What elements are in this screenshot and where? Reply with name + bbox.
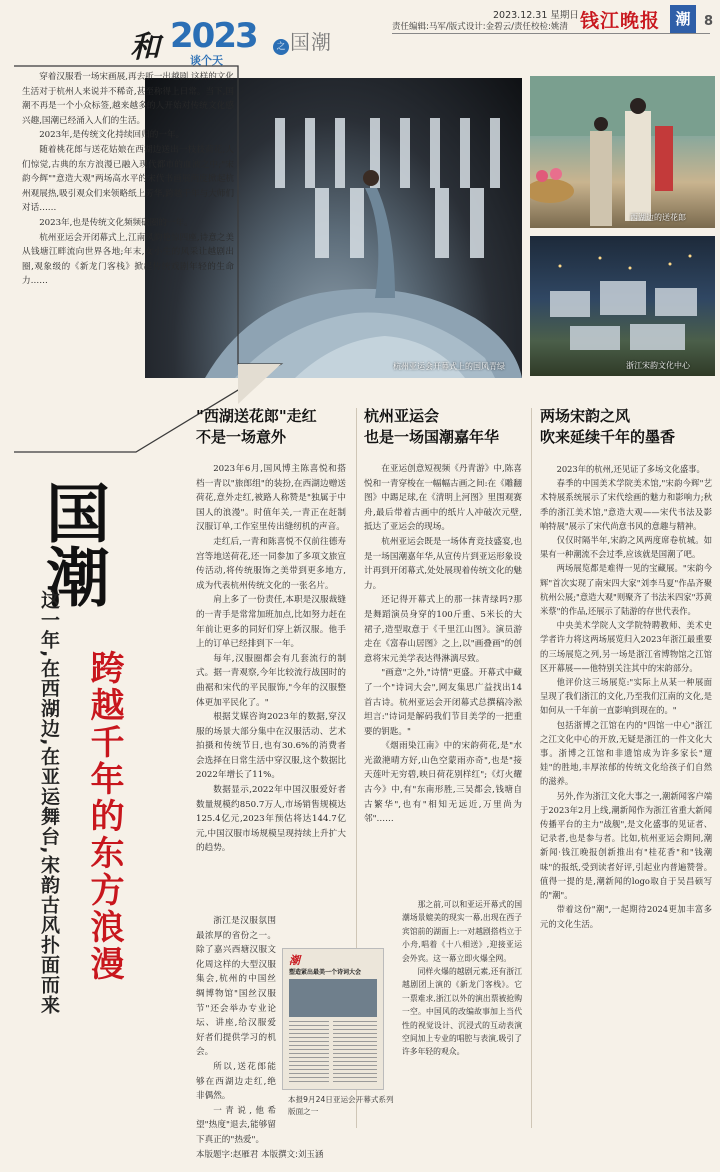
photo-flower-boys xyxy=(530,76,715,228)
section-title: 国潮 xyxy=(290,30,332,54)
col1-heading xyxy=(196,406,346,448)
col2-body-upper xyxy=(364,462,522,827)
newspaper-brand: 钱江晚报 xyxy=(580,10,661,32)
intro-paragraph: 2023年,是传统文化持续回归的一年。 xyxy=(39,130,185,141)
col3-paragraph: 仅仅时隔半年,宋韵之风两度席卷杭城。如果有一种潮流不会过季,应该就是国潮了吧。 xyxy=(540,535,712,560)
intro-paragraph: 随着桃花郎与送花姑娘在西湖边送出一枝枝荷花,人们惊觉,古典的东方浪漫已融入现代都市的血液之中;"宋韵今辉""意造大观"两场高水平的宋代书画展两度掀起杭州观展热,吸引观众们来领略纸上芳华,跨越千年与大师们对话…… xyxy=(22,144,234,214)
col2-paragraph: 同样火爆的越剧元素,还有浙江越剧团上演的《新龙门客栈》。它一票难求,浙江以外的演出票被抢购一空。中国风的改编故事加上当代性的视觉设计、沉浸式的互动表演空间加上专业的唱腔与表演,吸引了许多年轻的观众。 xyxy=(402,967,522,1057)
col3-body xyxy=(540,462,712,931)
guochao-text: 国潮 xyxy=(35,480,110,608)
intro-paragraph: 穿着汉服看一场宋画展,再去听一出越剧,这样的文化生活对于杭州人来说并不稀奇,甚至称得上日常。当下,国潮不再是一个小众标签,越来越多的人开始对传统文化感兴趣,国潮已经涌入人们的生活。 xyxy=(22,72,234,126)
top-right-photo-caption: 西湖边的送花郎 xyxy=(630,213,686,222)
col2-heading-line2: 也是一场国潮嘉年华 xyxy=(364,428,500,446)
col2-paragraph: 杭州亚运会既是一场体育竞技盛宴,也是一场国潮嘉年华,从宣传片到亚运形象设计再到开闭幕式,处处展现着传统文化的魅力。 xyxy=(364,536,522,591)
col1-paragraph: 2023年6月,国风博主陈喜悦和搭档一青以"旅郎组"的装扮,在西湖边赠送荷花,意外走红,被路人称赞是"独属于中国人的浪漫"。时值年关,一青正在赶制汉服订单,工作室里传出缝纫机的声音。 xyxy=(196,464,346,533)
intro-text xyxy=(22,70,234,289)
col3-paragraph: 2023年的杭州,还见证了多场文化盛事。 xyxy=(556,464,705,474)
main-photo-caption: 杭州亚运会开幕式上的国风青绿 xyxy=(393,362,505,371)
col1-paragraph: 走红后,一青和陈喜悦不仅前往德寿宫等地送荷花,还一同参加了多项文旅宣传活动,将传统服饰之美带到更多地方,成为代表杭州传统文化的一张名片。 xyxy=(196,536,346,591)
thumb-headline: 塑造紧出最美一个诗词大会 xyxy=(289,969,362,976)
col2-heading-line1: 杭州亚运会 xyxy=(364,407,440,425)
col2-paragraph: 那之前,可以和亚运开幕式的国潮场景媲美的现实一幕,出现在西子宾馆前的湖面上:一对越剧搭档立于小舟,唱着《十八相送》,迎接亚运会外宾。这一幕立即火爆全网。 xyxy=(402,900,522,963)
feature-subtitle: 这一年,在西湖边,在亚运舞台,宋韵古风扑面而来 xyxy=(38,590,60,1015)
col3-paragraph: 他评价这三场展览:"实际上从某一种展面呈现了我们浙江的文化,乃至我们江南的文化,是如何从一千年前一直影响到现在的。" xyxy=(540,677,712,716)
thumb-text-block xyxy=(289,1021,329,1083)
col1-paragraph: 一青说,他希望"热度"退去,能够留下真正的"热爱"。 xyxy=(196,1105,276,1145)
col2-paragraph: 在亚运创意短视频《丹青游》中,陈喜悦和一青穿梭在一幅幅古画之间:在《雕翻图》中踢足球,在《清明上河图》里围观赛舟,最后带着古画中的纸片人冲破次元壁,抵达了亚运会的现场。 xyxy=(364,464,522,533)
newspaper-thumbnail[interactable] xyxy=(282,948,384,1090)
col1-paragraph: 肩上多了一份责任,本职是汉服裁缝的一青手是常常加班加点,比如努力赶在年前让更多的同好们穿上新汉服。他手上的订单已经排到下一年。 xyxy=(196,595,346,650)
col1-paragraph: 根据艾媒咨询2023年的数据,穿汉服的场景大部分集中在汉服活动、艺术拍摄和传统节日,也有30.6%的消费者会选择在日常生活中穿汉服,这个数据比2022年增长了11%。 xyxy=(196,712,346,781)
page-credits: 本版题字:赵雁君 本版撰文:刘玉涵 xyxy=(196,1150,324,1160)
col1-heading-line1: "西湖送花郎"走红 xyxy=(196,407,317,425)
col3-paragraph: 中央美术学院人文学院特聘教师、美术史学者许力将这两场展览归入2023年浙江最重要的三场展览之列,另一场是浙江省博物馆之江馆区开幕展——他特别关注其中的宋韵部分。 xyxy=(540,620,712,673)
thumb-text-block xyxy=(333,1021,377,1083)
col3-paragraph: 带着这份"潮",一起期待2024更加丰富多元的文化生活。 xyxy=(540,904,712,929)
masthead-subtitle: 谈个天 xyxy=(190,54,223,67)
header-rule xyxy=(392,33,710,34)
col1-body-upper xyxy=(196,462,346,856)
col1-heading-line2: 不是一场意外 xyxy=(196,428,287,446)
col3-heading xyxy=(540,406,710,448)
thumb-logo: 潮 xyxy=(289,954,300,967)
bottom-right-photo-caption: 浙江宋韵文化中心 xyxy=(626,361,690,370)
col2-paragraph: 还记得开幕式上的那一抹青绿吗?那是舞蹈演员身穿的100斤重、5米长的大裙子,造型取意于《千里江山图》。演员游走在《富春山居图》之上,以"画叠画"的创意将宋元美学表达得淋漓尽致。 xyxy=(364,595,522,664)
col2-heading xyxy=(364,406,524,448)
col2-body-lower xyxy=(402,898,522,1059)
masthead-he: 和 xyxy=(130,30,160,65)
page-number: 8 xyxy=(704,14,714,29)
col3-paragraph: 两场展览都是难得一见的宝藏展。"宋韵今辉"首次实现了南宋四大家"刘李马夏"作品齐聚杭州公展;"意造大观"则聚齐了书法米四家"苏黄米蔡"的作品,还展示了陆游的存世代表作。 xyxy=(540,563,712,617)
thumb-photo xyxy=(289,979,377,1017)
col2-paragraph: 《烟雨染江南》中的宋韵荷花,是"水光潋滟晴方好,山色空蒙雨亦奇",也是"接天莲叶无穷碧,映日荷花别样红";《灯火耀古今》中,有"东南形胜,三吴都会,钱塘自古繁华",也有"相知无远近,万里尚为邻"…… xyxy=(364,741,522,825)
chao-logo: 潮 xyxy=(670,5,696,33)
flower-boy-illustration xyxy=(530,76,715,228)
col3-heading-line2: 吹来延续千年的墨香 xyxy=(540,428,676,446)
col2-paragraph: "画意"之外,"诗情"更盛。开幕式中藏了一个"诗词大会",网友集思广益找出14首古诗。杭州亚运会开闭幕式总撰稿冷淞坦言:"诗词是解码我们节目美学的一把重要的钥匙。" xyxy=(364,668,522,737)
culture-center-illustration xyxy=(530,236,715,376)
col3-paragraph: 春季的中国美术学院美术馆,"宋韵今辉"艺术特展系统展示了宋代绘画的魅力和影响力;秋季的浙江美术馆,"意造大观——宋代书法及影响特展"展示了宋代尚意书风的意趣与精神。 xyxy=(540,478,712,531)
thumb-caption: 本报9月24日亚运会开幕式系列版面之一 xyxy=(288,1095,394,1116)
col1-paragraph: 数据显示,2022年中国汉服爱好者数量规模约850.7万人,市场销售规模达125.4亿元,2023年预估将达144.7亿元,中国汉服市场规模呈现持续上升扩大的趋势。 xyxy=(196,785,346,854)
col3-paragraph: 另外,作为浙江文化大事之一,潮新闻客户端于2023年2月上线,潮新闻作为浙江省重大新闻传播平台的主力"战舰",是文化盛事的见证者、记录者,也是参与者。比如,杭州亚运会期间,潮新闻·钱江晚报创新推出有"桂花香"和"钱潮味"的报纸,受到读者好评,引起业内普遍赞誉。值得一提的是,潮新闻的logo取自于吴昌硕写的"潮"。 xyxy=(540,790,712,901)
intro-paragraph: 杭州亚运会开闭幕式上,江南风韵艳惊四座,诗意之美从钱塘江畔流向世界各地;年末,女小生的风采让越剧出圈,观象级的《新龙门客栈》掀起传统戏剧年轻的生命力…… xyxy=(22,232,234,287)
col3-paragraph: 包括浙博之江馆在内的"四馆一中心"浙江之江文化中心的开放,无疑是浙江的一件文化大事。浙博之江馆和非遗馆成为许多家长"遛娃"的胜地,丰厚浓郁的传统文化给孩子们自然的滋养。 xyxy=(540,719,712,787)
col1-paragraph: 所以,送花郎能够在西湖边走红,绝非偶然。 xyxy=(196,1061,276,1102)
editors-credit: 责任编辑:马军/版式设计:金碧云/责任校检:姚清 xyxy=(392,22,568,32)
column-divider xyxy=(531,408,532,1128)
masthead-year: 2023 xyxy=(170,16,257,56)
col3-heading-line1: 两场宋韵之风 xyxy=(540,407,631,425)
feature-title: 跨越千年的东方浪漫 xyxy=(84,650,124,983)
col1-body-lower xyxy=(196,914,276,1148)
col1-paragraph: 浙江是汉服氛围最浓厚的省份之一。除了嘉兴西塘汉服文化周这样的大型汉服集会,杭州的中国丝绸博物馆"国丝汉服节"还会举办专业论坛、讲座,给汉服爱好者们提供学习的机会。 xyxy=(196,916,276,1058)
col1-paragraph: 每年,汉服圈都会有几套流行的制式。据一青观察,今年比较流行战国时的曲裾和宋代的平民服饰,"今年的汉服整体更加平民化了。" xyxy=(196,653,346,708)
photo-song-culture-center xyxy=(530,236,715,376)
issue-date: 2023.12.31 星期日 xyxy=(493,10,579,21)
intro-paragraph: 2023年,也是传统文化频频破圈的一年。 xyxy=(39,217,193,228)
masthead-zhi-badge: 之 xyxy=(273,39,289,55)
